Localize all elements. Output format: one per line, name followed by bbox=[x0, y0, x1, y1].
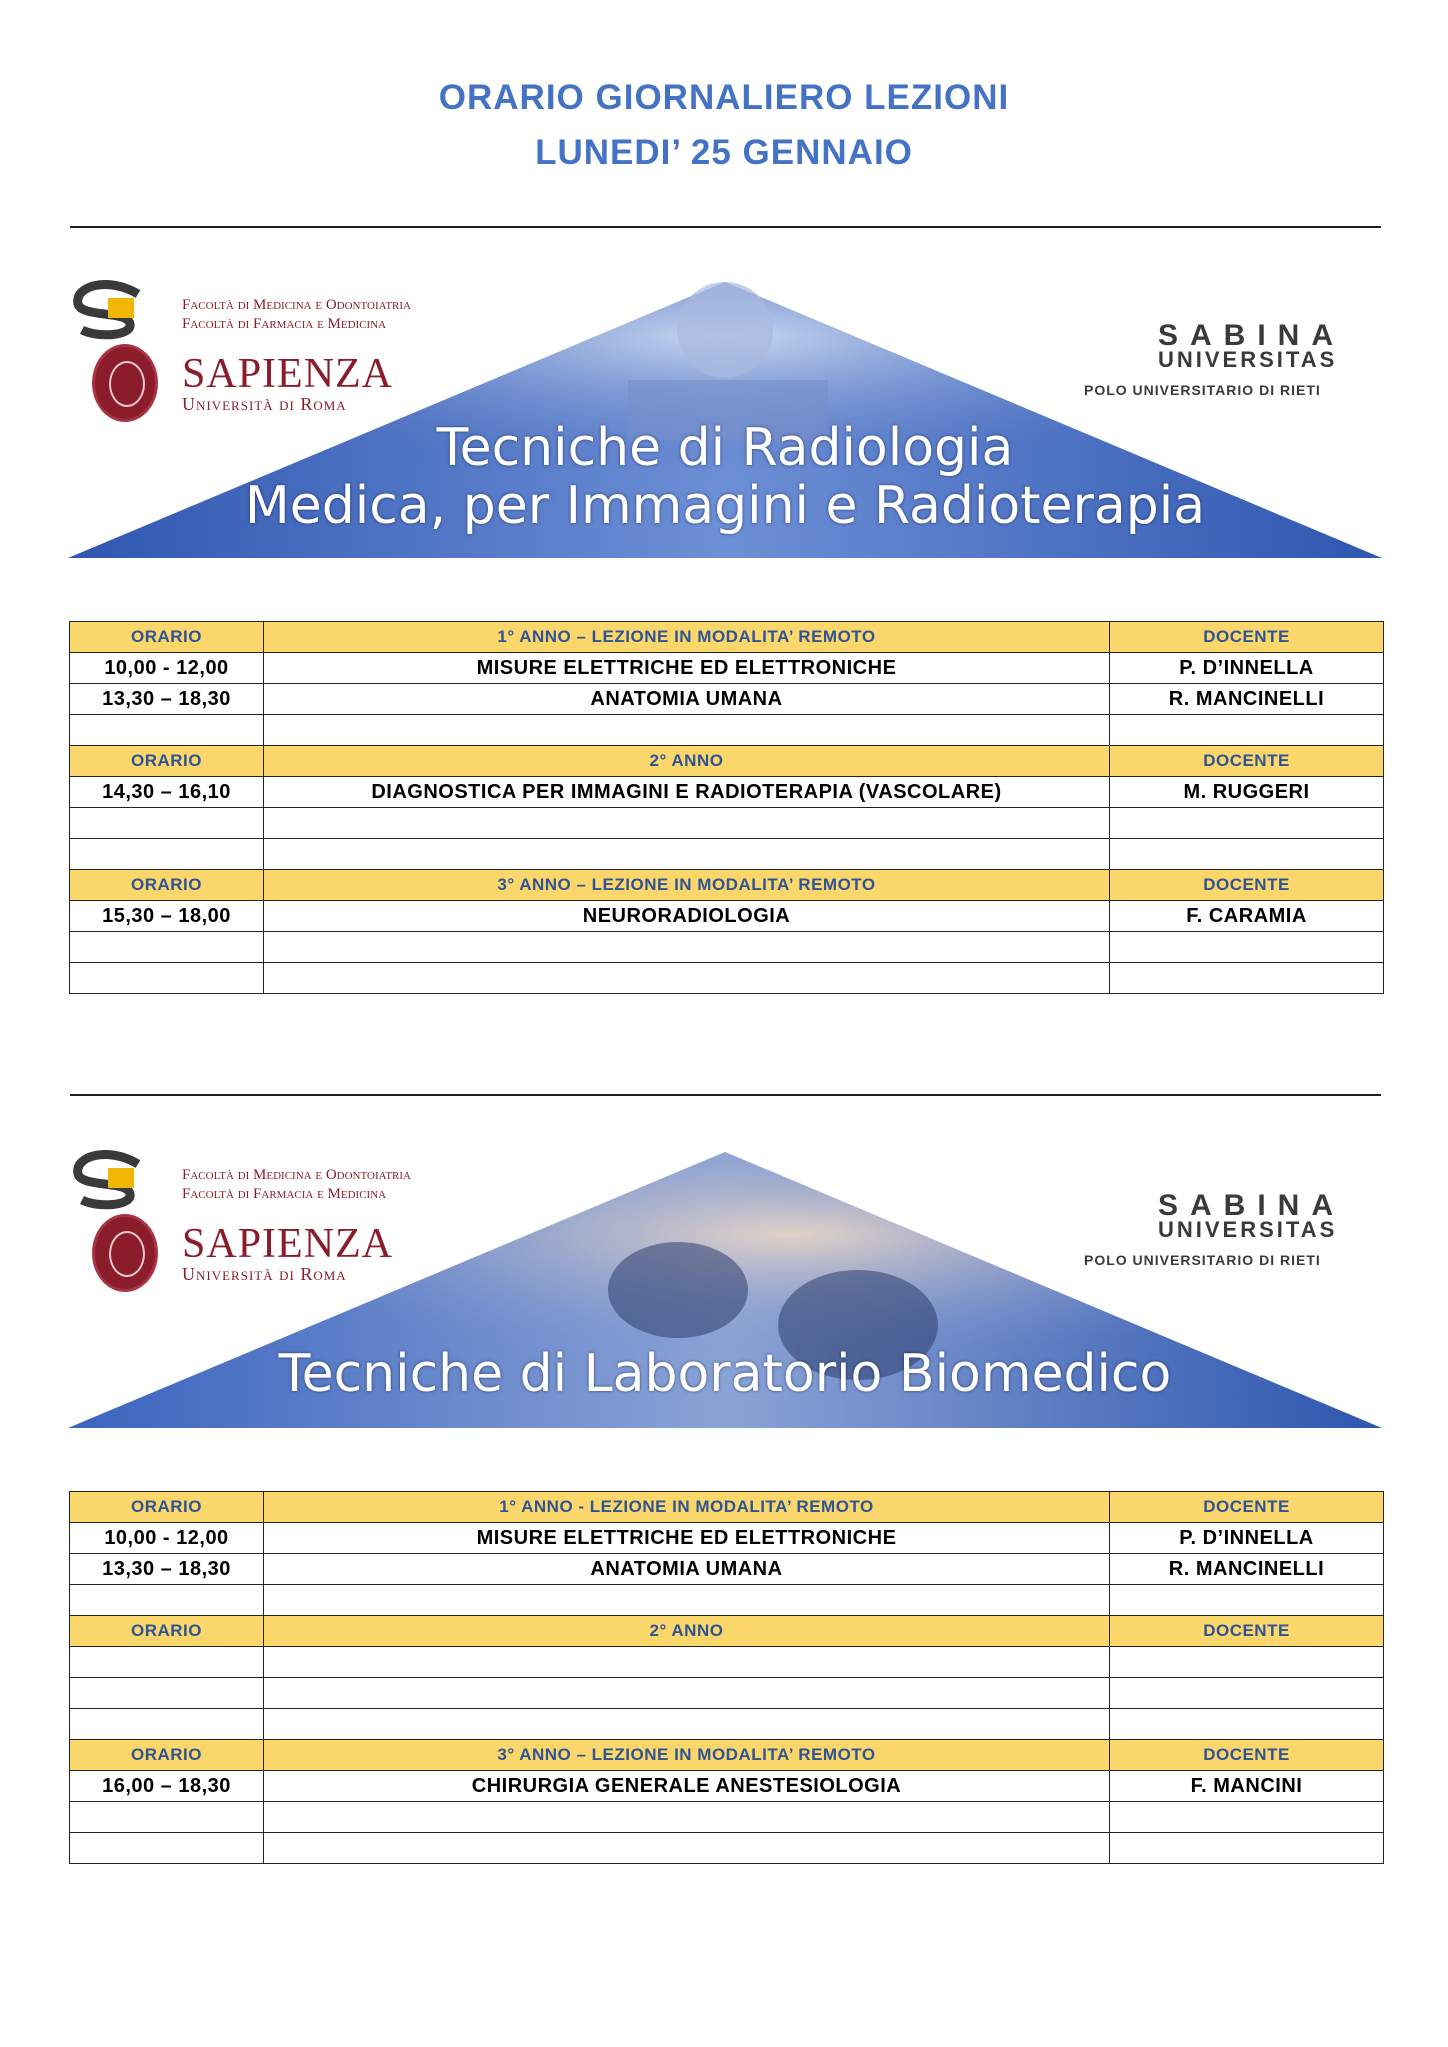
table-row bbox=[70, 1802, 1384, 1833]
header-time: ORARIO bbox=[70, 746, 264, 777]
sabina-logo-text: SABINA bbox=[1158, 319, 1346, 352]
sabina-logo-icon bbox=[68, 280, 164, 340]
header-teacher: DOCENTE bbox=[1110, 1616, 1384, 1647]
cell-subject: CHIRURGIA GENERALE ANESTESIOLOGIA bbox=[264, 1771, 1110, 1802]
header-time: ORARIO bbox=[70, 1740, 264, 1771]
faculty-line-1: Facoltà di Medicina e Odontoiatria bbox=[182, 297, 411, 313]
header-teacher: DOCENTE bbox=[1110, 870, 1384, 901]
page-title: ORARIO GIORNALIERO LEZIONI bbox=[438, 78, 1010, 117]
table-row bbox=[70, 963, 1384, 994]
table-row bbox=[70, 1709, 1384, 1740]
table-row bbox=[70, 684, 1384, 715]
faculty-line-2: Facoltà di Farmacia e Medicina bbox=[182, 316, 387, 332]
cell-time: 14,30 – 16,10 bbox=[70, 777, 264, 808]
header-time: ORARIO bbox=[70, 1616, 264, 1647]
header-year: 1° ANNO – LEZIONE IN MODALITA’ REMOTO bbox=[264, 622, 1110, 653]
cell-teacher bbox=[1110, 963, 1384, 994]
cell-teacher: R. MANCINELLI bbox=[1110, 1554, 1384, 1585]
header-teacher: DOCENTE bbox=[1110, 1492, 1384, 1523]
table-row bbox=[70, 1523, 1384, 1554]
sabina-logo-icon bbox=[68, 1150, 164, 1210]
cell-time: 10,00 - 12,00 bbox=[70, 1523, 264, 1554]
cell-teacher: M. RUGGERI bbox=[1110, 777, 1384, 808]
cell-teacher: F. MANCINI bbox=[1110, 1771, 1384, 1802]
cell-teacher bbox=[1110, 1802, 1384, 1833]
cell-subject bbox=[264, 715, 1110, 746]
divider bbox=[70, 226, 1381, 228]
table-row bbox=[70, 1554, 1384, 1585]
sabina-logo-text: SABINA bbox=[1158, 1189, 1346, 1222]
cell-subject: NEURORADIOLOGIA bbox=[264, 901, 1110, 932]
table-header-row bbox=[70, 1616, 1384, 1647]
sabina-polo-text: POLO UNIVERSITARIO DI RIETI bbox=[1084, 1252, 1321, 1268]
table-header-row bbox=[70, 622, 1384, 653]
table-row bbox=[70, 1585, 1384, 1616]
cell-subject bbox=[264, 839, 1110, 870]
cell-subject bbox=[264, 1585, 1110, 1616]
cell-teacher bbox=[1110, 1585, 1384, 1616]
cell-teacher: P. D’INNELLA bbox=[1110, 653, 1384, 684]
cell-time bbox=[70, 1585, 264, 1616]
cell-time bbox=[70, 715, 264, 746]
header-year: 2° ANNO bbox=[264, 746, 1110, 777]
cell-time: 13,30 – 18,30 bbox=[70, 1554, 264, 1585]
cell-subject bbox=[264, 932, 1110, 963]
cell-teacher bbox=[1110, 932, 1384, 963]
table-row bbox=[70, 777, 1384, 808]
cell-subject bbox=[264, 1678, 1110, 1709]
cell-time bbox=[70, 932, 264, 963]
table-header-row bbox=[70, 1492, 1384, 1523]
cell-time bbox=[70, 1647, 264, 1678]
cell-subject bbox=[264, 1833, 1110, 1864]
course-title-line-1: Tecniche di Radiologia bbox=[436, 418, 1014, 478]
header-teacher: DOCENTE bbox=[1110, 746, 1384, 777]
cell-time bbox=[70, 1833, 264, 1864]
table-row bbox=[70, 839, 1384, 870]
divider bbox=[70, 1094, 1381, 1096]
course-title-line-1: Tecniche di Laboratorio Biomedico bbox=[278, 1344, 1172, 1404]
sabina-logo-subtext: UNIVERSITAS bbox=[1158, 1217, 1338, 1242]
page-date: LUNEDI’ 25 GENNAIO bbox=[535, 133, 913, 172]
cell-teacher bbox=[1110, 839, 1384, 870]
header-year: 2° ANNO bbox=[264, 1616, 1110, 1647]
sapienza-logo-text: SAPIENZA bbox=[182, 1221, 394, 1267]
header-teacher: DOCENTE bbox=[1110, 1740, 1384, 1771]
cell-teacher bbox=[1110, 808, 1384, 839]
course-banner-radiologia bbox=[68, 280, 1382, 560]
cell-time bbox=[70, 839, 264, 870]
sapienza-logo-text: SAPIENZA bbox=[182, 351, 394, 397]
table-header-row bbox=[70, 1740, 1384, 1771]
header-year: 3° ANNO – LEZIONE IN MODALITA’ REMOTO bbox=[264, 1740, 1110, 1771]
header-time: ORARIO bbox=[70, 870, 264, 901]
cell-time: 10,00 - 12,00 bbox=[70, 653, 264, 684]
cell-teacher: P. D’INNELLA bbox=[1110, 1523, 1384, 1554]
schedule-table-radiologia bbox=[69, 621, 1384, 994]
table-row bbox=[70, 653, 1384, 684]
cell-subject: ANATOMIA UMANA bbox=[264, 1554, 1110, 1585]
course-title-line-2: Medica, per Immagini e Radioterapia bbox=[244, 476, 1206, 536]
table-row bbox=[70, 932, 1384, 963]
header-year: 1° ANNO - LEZIONE IN MODALITA’ REMOTO bbox=[264, 1492, 1110, 1523]
cell-subject bbox=[264, 963, 1110, 994]
cell-teacher bbox=[1110, 1833, 1384, 1864]
cell-subject: MISURE ELETTRICHE ED ELETTRONICHE bbox=[264, 1523, 1110, 1554]
table-row bbox=[70, 1833, 1384, 1864]
sapienza-seal-icon bbox=[92, 344, 158, 422]
table-header-row bbox=[70, 870, 1384, 901]
cell-subject: DIAGNOSTICA PER IMMAGINI E RADIOTERAPIA (VASCOLARE) bbox=[264, 777, 1110, 808]
sabina-polo-text: POLO UNIVERSITARIO DI RIETI bbox=[1084, 382, 1321, 398]
course-banner-laboratorio bbox=[68, 1150, 1382, 1430]
sapienza-logo-subtext: Università di Roma bbox=[182, 1264, 347, 1284]
cell-time bbox=[70, 963, 264, 994]
cell-subject: ANATOMIA UMANA bbox=[264, 684, 1110, 715]
cell-time: 15,30 – 18,00 bbox=[70, 901, 264, 932]
cell-teacher bbox=[1110, 715, 1384, 746]
cell-teacher: R. MANCINELLI bbox=[1110, 684, 1384, 715]
table-row bbox=[70, 1647, 1384, 1678]
cell-subject bbox=[264, 1709, 1110, 1740]
faculty-line-1: Facoltà di Medicina e Odontoiatria bbox=[182, 1167, 411, 1183]
table-header-row bbox=[70, 746, 1384, 777]
table-row bbox=[70, 1678, 1384, 1709]
cell-time: 16,00 – 18,30 bbox=[70, 1771, 264, 1802]
header-time: ORARIO bbox=[70, 622, 264, 653]
sabina-logo-subtext: UNIVERSITAS bbox=[1158, 347, 1338, 372]
cell-subject bbox=[264, 1802, 1110, 1833]
header-time: ORARIO bbox=[70, 1492, 264, 1523]
table-row bbox=[70, 1771, 1384, 1802]
cell-teacher bbox=[1110, 1647, 1384, 1678]
cell-subject bbox=[264, 1647, 1110, 1678]
cell-subject bbox=[264, 808, 1110, 839]
schedule-table-laboratorio bbox=[69, 1491, 1384, 1864]
cell-teacher bbox=[1110, 1709, 1384, 1740]
table-row bbox=[70, 808, 1384, 839]
cell-time bbox=[70, 1709, 264, 1740]
cell-time bbox=[70, 1678, 264, 1709]
cell-teacher bbox=[1110, 1678, 1384, 1709]
sapienza-logo-subtext: Università di Roma bbox=[182, 394, 347, 414]
table-row bbox=[70, 715, 1384, 746]
cell-time bbox=[70, 808, 264, 839]
cell-time: 13,30 – 18,30 bbox=[70, 684, 264, 715]
faculty-line-2: Facoltà di Farmacia e Medicina bbox=[182, 1186, 387, 1202]
cell-subject: MISURE ELETTRICHE ED ELETTRONICHE bbox=[264, 653, 1110, 684]
cell-teacher: F. CARAMIA bbox=[1110, 901, 1384, 932]
table-row bbox=[70, 901, 1384, 932]
header-teacher: DOCENTE bbox=[1110, 622, 1384, 653]
cell-time bbox=[70, 1802, 264, 1833]
sapienza-seal-icon bbox=[92, 1214, 158, 1292]
header-year: 3° ANNO – LEZIONE IN MODALITA’ REMOTO bbox=[264, 870, 1110, 901]
